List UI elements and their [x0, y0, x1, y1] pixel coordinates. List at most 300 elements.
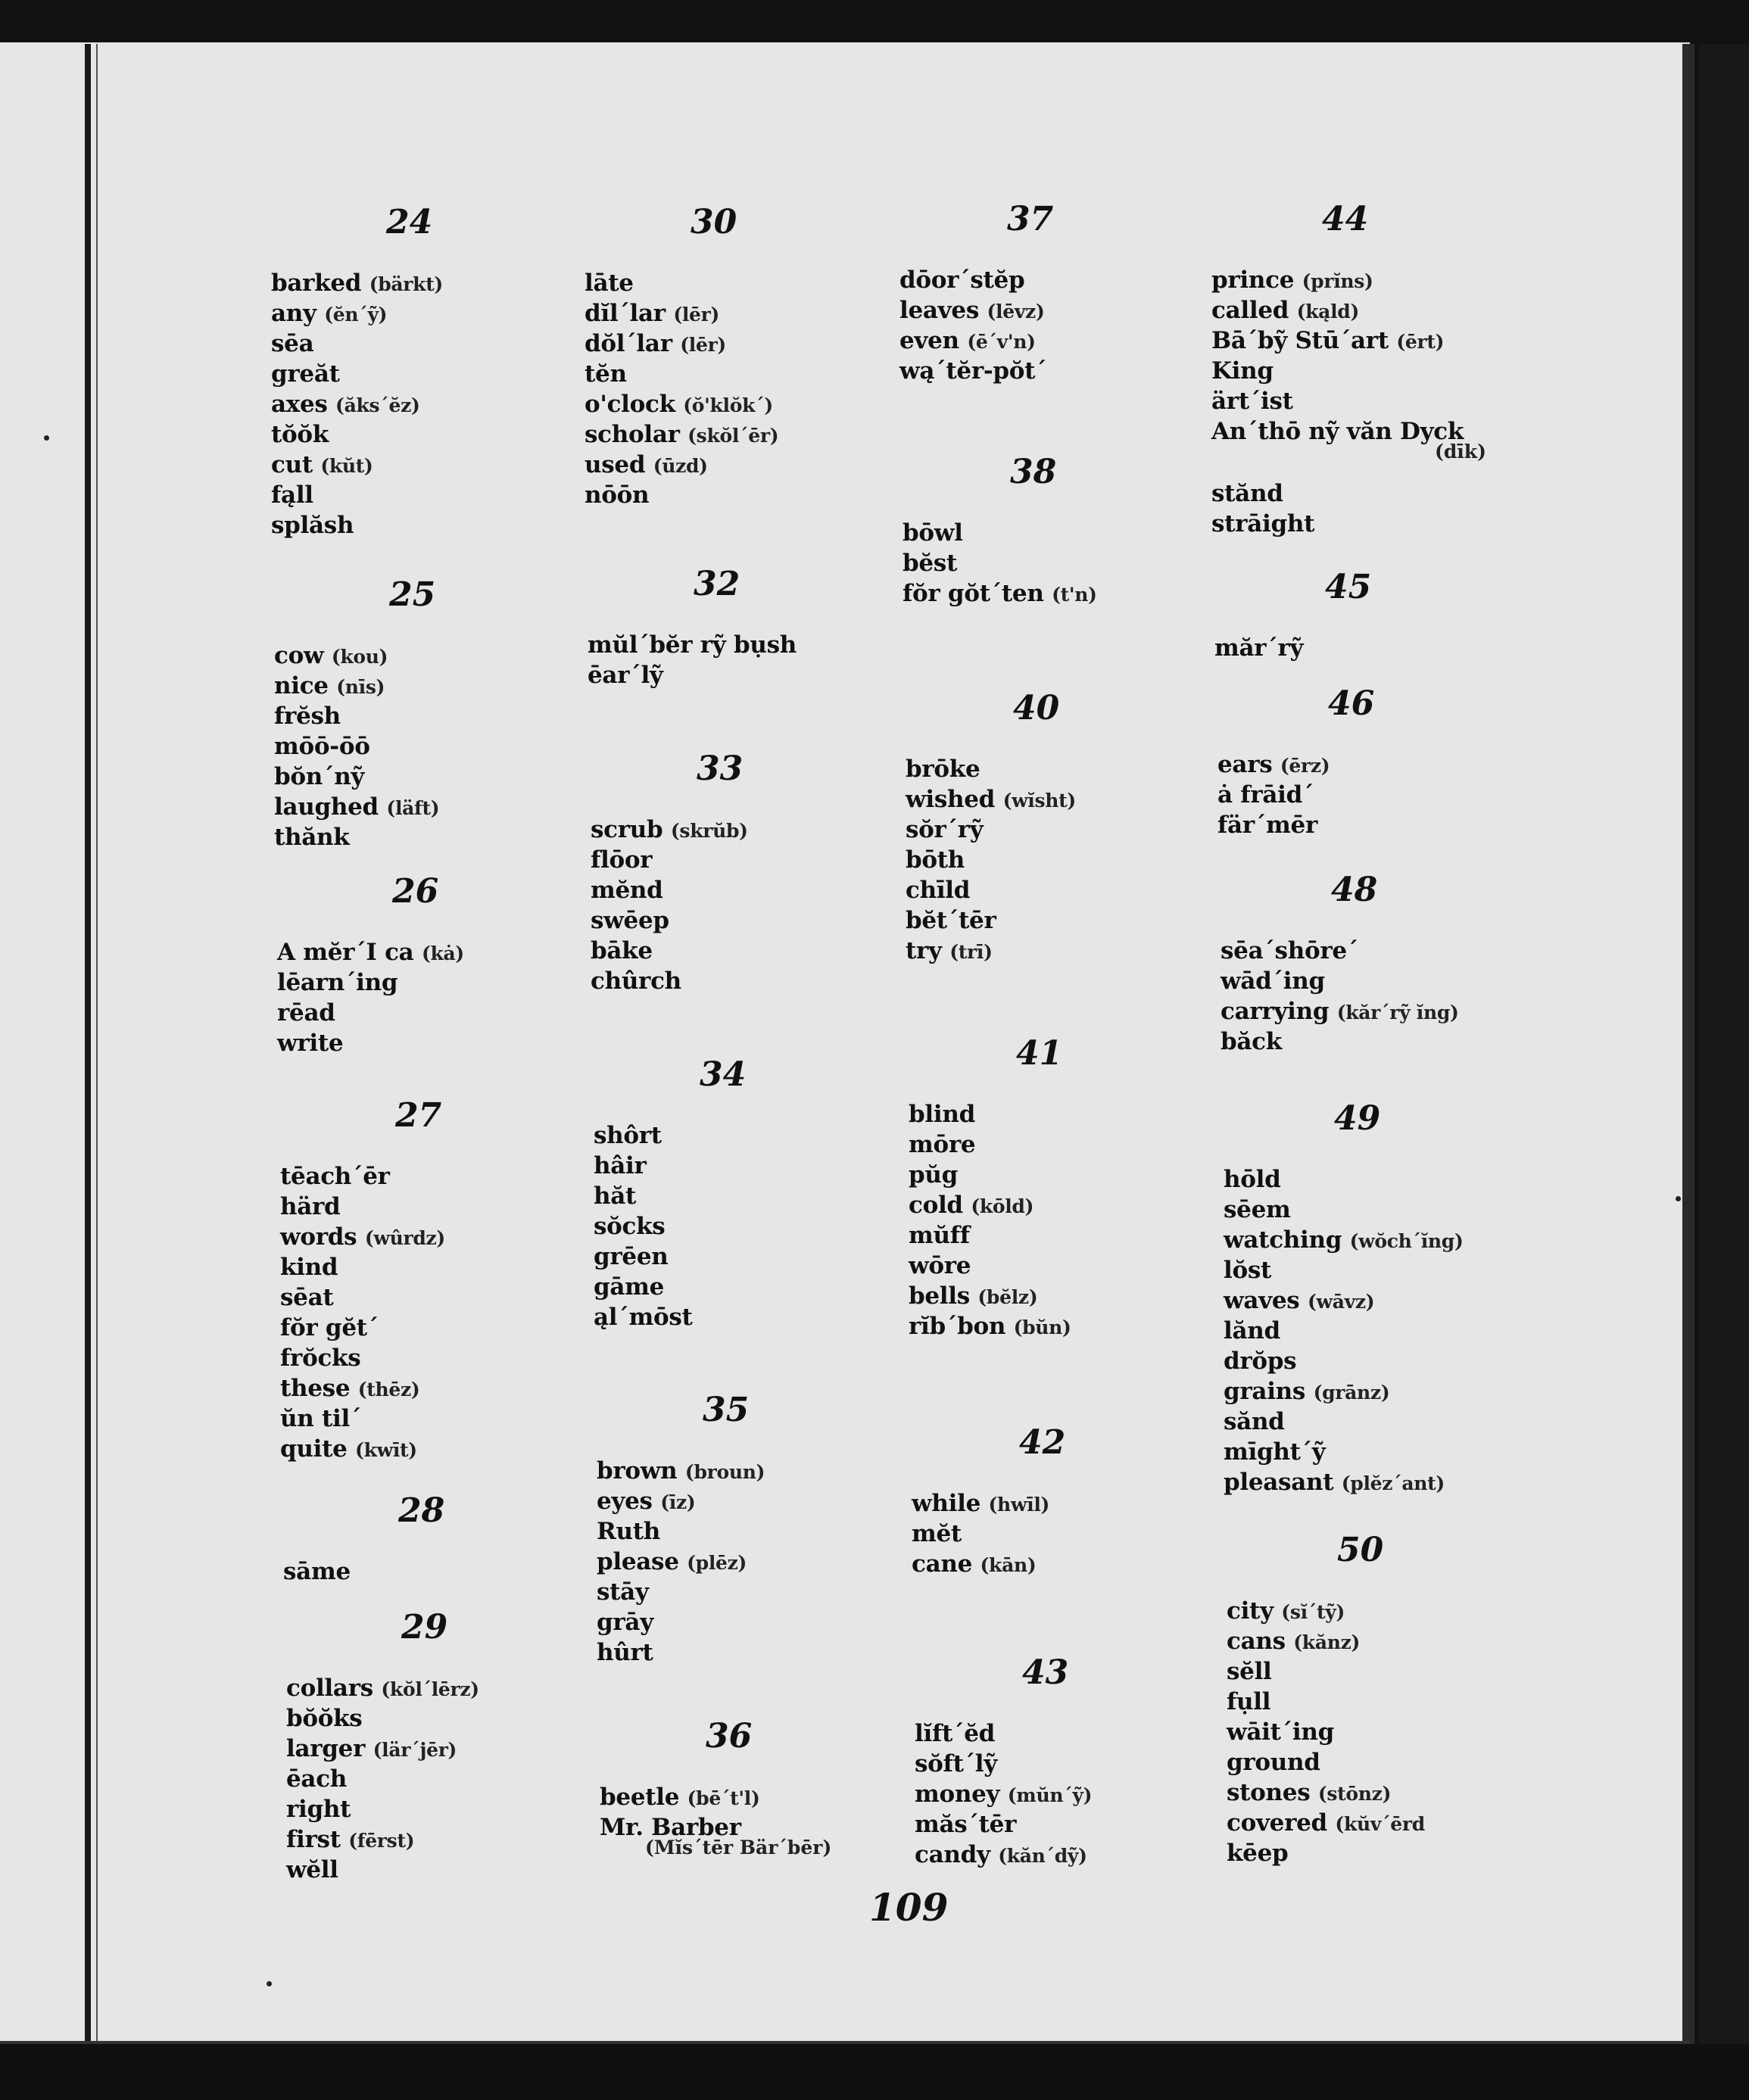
word-text: leaves — [899, 297, 979, 324]
word-text: gāme — [594, 1273, 665, 1301]
word-text: splăsh — [271, 512, 354, 539]
word-text: shôrt — [594, 1122, 662, 1149]
vocabulary-word — [1227, 1656, 1272, 1687]
pronunciation: (skrŭb) — [670, 820, 748, 842]
word-text: cow — [274, 642, 324, 669]
vocabulary-word — [283, 1556, 351, 1587]
vocabulary-word — [597, 1607, 653, 1637]
word-text: fär´mēr — [1217, 812, 1318, 839]
vocabulary-word — [1224, 1376, 1389, 1408]
vocabulary-word — [594, 1302, 693, 1332]
vocabulary-word — [1211, 386, 1293, 416]
word-text: ears — [1217, 751, 1273, 778]
word-text: laughed — [274, 793, 379, 821]
pronunciation: (sĭ´tỹ) — [1281, 1601, 1345, 1623]
pronunciation: (īz) — [660, 1491, 696, 1513]
word-text: cut — [271, 451, 313, 478]
word-text: rēad — [277, 999, 335, 1027]
vocabulary-word — [1217, 780, 1314, 810]
vocabulary-word — [585, 359, 627, 389]
lesson-number: 41 — [1016, 1034, 1063, 1073]
lesson-number: 46 — [1328, 684, 1375, 723]
pronunciation: (kănz) — [1293, 1631, 1361, 1653]
lesson-number: 40 — [1013, 689, 1060, 728]
word-text: sēa´shōre´ — [1221, 937, 1358, 964]
lesson-number: 33 — [697, 749, 744, 788]
pronunciation: (kȧ) — [421, 943, 464, 964]
pronunciation: (ērt) — [1396, 331, 1445, 353]
scan-speck — [267, 1981, 272, 1986]
vocabulary-word — [588, 630, 797, 660]
vocabulary-word — [594, 1211, 665, 1242]
pronunciation: (ē´v'n) — [967, 331, 1036, 353]
pronunciation: (kān) — [980, 1554, 1037, 1576]
vocabulary-word — [909, 1281, 1037, 1313]
word-text: any — [271, 300, 316, 327]
vocabulary-word — [1221, 996, 1459, 1028]
word-text: grēen — [594, 1243, 669, 1270]
pronunciation: (t'n) — [1052, 584, 1097, 606]
vocabulary-word — [1224, 1316, 1280, 1346]
vocabulary-word — [906, 784, 1076, 816]
word-text: dŏl´lar — [585, 330, 672, 357]
word-text: sŏcks — [594, 1213, 666, 1240]
vocabulary-word — [909, 1311, 1071, 1343]
vocabulary-word — [280, 1343, 360, 1373]
word-text: while — [912, 1490, 981, 1517]
vocabulary-word — [277, 967, 398, 998]
word-text: write — [277, 1030, 344, 1057]
vocabulary-word — [1227, 1808, 1425, 1840]
word-text: cane — [912, 1550, 973, 1578]
vocabulary-word — [899, 326, 1036, 357]
word-text: blind — [909, 1101, 975, 1128]
word-text: ēar´lỹ — [588, 662, 663, 689]
vocabulary-word — [1217, 749, 1330, 781]
word-text: thănk — [274, 824, 350, 851]
vocabulary-word — [271, 510, 354, 541]
scan-right-border — [1699, 44, 1749, 2044]
vocabulary-word — [286, 1794, 351, 1824]
word-text: hōld — [1224, 1166, 1281, 1193]
word-text: watching — [1224, 1226, 1342, 1254]
pronunciation: (kōld) — [971, 1195, 1034, 1217]
word-text: barked — [271, 270, 362, 297]
word-text: dōor´stĕp — [899, 266, 1025, 294]
word-text: eyes — [597, 1488, 653, 1515]
word-text: ŭn til´ — [280, 1405, 362, 1432]
vocabulary-word — [280, 1161, 390, 1192]
word-text: Mr. Barber — [600, 1814, 741, 1841]
vocabulary-word — [906, 815, 984, 845]
vocabulary-word — [915, 1779, 1092, 1811]
book-spine — [85, 44, 91, 2042]
vocabulary-word — [597, 1637, 653, 1668]
vocabulary-word — [1221, 966, 1325, 996]
pronunciation: (kwīt) — [355, 1439, 417, 1461]
word-text: Ruth — [597, 1518, 660, 1545]
lesson-number: 35 — [703, 1391, 750, 1429]
word-text: grains — [1224, 1378, 1306, 1405]
vocabulary-word — [271, 298, 387, 330]
pronunciation: (nīs) — [336, 676, 385, 698]
vocabulary-word — [597, 1547, 747, 1578]
vocabulary-word — [585, 268, 634, 298]
word-text: nōōn — [585, 481, 650, 509]
vocabulary-word — [280, 1434, 417, 1466]
vocabulary-word — [271, 480, 313, 510]
vocabulary-word — [903, 518, 963, 548]
word-text: cans — [1227, 1628, 1286, 1655]
word-text: o'clock — [585, 391, 675, 418]
pronunciation: (lēvz) — [987, 301, 1045, 322]
word-text: bŏŏks — [286, 1705, 363, 1732]
pronunciation: (ăks´ĕz) — [335, 394, 420, 416]
word-text: fụll — [1227, 1688, 1271, 1715]
pronunciation: (bärkt) — [369, 273, 443, 295]
vocabulary-word — [591, 936, 653, 966]
word-text: wĕll — [286, 1856, 338, 1883]
lesson-number: 37 — [1007, 200, 1054, 238]
vocabulary-word — [1224, 1195, 1291, 1225]
pronunciation: (ērz) — [1280, 755, 1330, 777]
vocabulary-word — [1211, 326, 1444, 357]
pronunciation: (grānz) — [1313, 1382, 1390, 1404]
vocabulary-word — [899, 295, 1044, 327]
vocabulary-word — [274, 822, 349, 852]
lesson-number: 38 — [1010, 453, 1057, 491]
word-text: mīght´ỹ — [1224, 1438, 1326, 1466]
word-text: wą´tĕr-pŏt´ — [899, 357, 1047, 385]
vocabulary-word — [594, 1151, 647, 1181]
vocabulary-word — [271, 450, 373, 481]
vocabulary-word — [594, 1242, 669, 1272]
word-text: first — [286, 1826, 341, 1853]
word-text: wished — [906, 786, 996, 813]
vocabulary-word — [585, 480, 649, 510]
word-text: kēep — [1227, 1840, 1289, 1867]
vocabulary-word — [1221, 1027, 1282, 1057]
lesson-number: 25 — [389, 575, 436, 614]
pronunciation: (plēz) — [687, 1552, 747, 1574]
vocabulary-word — [585, 419, 778, 451]
word-text: money — [915, 1781, 1000, 1808]
word-text: mĕt — [912, 1520, 962, 1547]
word-text: hûrt — [597, 1639, 653, 1666]
word-text: scrub — [591, 816, 663, 843]
vocabulary-word — [903, 548, 957, 578]
word-text: frĕsh — [274, 703, 341, 730]
scan-speck — [44, 435, 49, 441]
pronunciation: (stōnz) — [1317, 1783, 1392, 1805]
pronunciation: (wĭsht) — [1002, 790, 1076, 812]
pronunciation-continued: (dīk) — [1435, 441, 1486, 463]
word-text: rĭb´bon — [909, 1313, 1006, 1340]
word-text: bōth — [906, 846, 965, 874]
vocabulary-word — [591, 905, 669, 936]
vocabulary-word — [906, 845, 965, 875]
pronunciation: (kŭv´ērd — [1335, 1813, 1425, 1835]
word-text: ȧ frāid´ — [1217, 781, 1314, 809]
word-text: lĭft´ĕd — [915, 1720, 996, 1747]
word-text: ąl´mōst — [594, 1304, 693, 1331]
lesson-number: 50 — [1337, 1531, 1384, 1569]
word-text: prince — [1211, 266, 1295, 294]
word-text: bĕst — [903, 550, 957, 577]
word-text: chīld — [906, 877, 971, 904]
vocabulary-word — [594, 1272, 664, 1302]
word-text: stāy — [597, 1578, 649, 1606]
word-text: pleasant — [1224, 1469, 1334, 1496]
word-text: larger — [286, 1735, 366, 1762]
vocabulary-word — [591, 966, 681, 996]
vocabulary-word — [280, 1222, 445, 1254]
vocabulary-word — [271, 329, 313, 359]
word-text: tŏŏk — [271, 421, 329, 448]
vocabulary-word — [1224, 1467, 1445, 1499]
word-text: Bā´bỹ Stū´art — [1211, 327, 1389, 354]
vocabulary-word — [915, 1749, 997, 1779]
word-text: words — [280, 1223, 357, 1251]
vocabulary-word — [588, 660, 663, 690]
word-text: măr´rỹ — [1214, 634, 1304, 662]
vocabulary-word — [1224, 1164, 1280, 1195]
lesson-number: 45 — [1325, 568, 1372, 606]
word-text: right — [286, 1796, 351, 1823]
pronunciation: (kăr´rỹ ĭng) — [1336, 1002, 1459, 1024]
word-text: bĕt´tēr — [906, 907, 996, 934]
pronunciation: (läft) — [386, 797, 440, 819]
word-text: bōwl — [903, 519, 963, 547]
word-text: sāme — [283, 1558, 351, 1585]
pronunciation: (lär´jēr) — [373, 1739, 457, 1761]
vocabulary-word — [909, 1251, 971, 1281]
pronunciation: (bŭn) — [1013, 1316, 1071, 1338]
vocabulary-word — [274, 731, 370, 762]
vocabulary-word — [906, 875, 970, 905]
vocabulary-word — [912, 1519, 962, 1549]
vocabulary-word — [585, 329, 726, 360]
pronunciation: (mŭn´ỹ) — [1007, 1784, 1093, 1806]
word-text: fŏr gĕt´ — [280, 1314, 379, 1341]
word-text: sŏr´rỹ — [906, 816, 984, 843]
lesson-number: 24 — [386, 203, 433, 241]
vocabulary-word — [286, 1734, 457, 1765]
scan-top-border — [0, 0, 1749, 44]
vocabulary-word — [903, 578, 1097, 610]
pronunciation: (wŏch´ĭng) — [1349, 1230, 1464, 1252]
spine-line — [96, 44, 98, 2042]
vocabulary-word — [899, 265, 1024, 295]
vocabulary-word — [1227, 1838, 1288, 1868]
word-text: axes — [271, 391, 328, 418]
word-text: cold — [909, 1192, 963, 1219]
vocabulary-word — [1221, 936, 1358, 966]
word-text: candy — [915, 1841, 990, 1868]
vocabulary-word — [1224, 1346, 1296, 1376]
vocabulary-word — [1224, 1225, 1464, 1257]
vocabulary-word — [906, 754, 980, 784]
vocabulary-word — [1224, 1437, 1326, 1467]
pronunciation: (lēr) — [680, 334, 726, 356]
word-text: fŏr gŏt´ten — [903, 580, 1044, 607]
vocabulary-word — [280, 1282, 333, 1313]
pronunciation: (plĕz´ant) — [1341, 1472, 1445, 1494]
lesson-number: 26 — [392, 872, 439, 911]
word-text: bells — [909, 1282, 970, 1310]
word-text: sŏft´lỹ — [915, 1750, 997, 1778]
vocabulary-word — [277, 937, 464, 969]
vocabulary-word — [915, 1809, 1016, 1840]
page-number: 109 — [869, 1885, 949, 1930]
lesson-number: 49 — [1334, 1099, 1381, 1138]
word-text: pŭg — [909, 1161, 958, 1189]
vocabulary-word — [1224, 1285, 1374, 1317]
vocabulary-word — [286, 1764, 347, 1794]
vocabulary-word — [286, 1824, 414, 1856]
word-text: fąll — [271, 481, 313, 509]
pronunciation: (kou) — [331, 646, 388, 668]
word-text: covered — [1227, 1809, 1327, 1837]
word-text: lŏst — [1224, 1257, 1272, 1284]
pronunciation: (bĕlz) — [977, 1286, 1038, 1308]
word-text: stones — [1227, 1779, 1311, 1806]
lesson-number: 30 — [691, 203, 737, 241]
pronunciation: (broun) — [684, 1461, 765, 1483]
word-text: sĕll — [1227, 1658, 1272, 1685]
pronunciation: (ŏ'klŏk´) — [683, 394, 773, 416]
word-text: lāte — [585, 270, 634, 297]
vocabulary-word — [1227, 1596, 1345, 1628]
vocabulary-word — [286, 1673, 479, 1705]
vocabulary-word — [280, 1373, 419, 1405]
pronunciation: (trī) — [949, 941, 993, 963]
word-text: please — [597, 1548, 679, 1575]
word-text: härd — [280, 1193, 341, 1220]
word-text: frŏcks — [280, 1344, 361, 1372]
word-text: King — [1211, 357, 1274, 385]
pronunciation: (lēr) — [673, 304, 720, 326]
word-text: mōō-ōō — [274, 733, 370, 760]
vocabulary-word — [591, 845, 652, 875]
word-text: hăt — [594, 1182, 637, 1210]
vocabulary-word — [277, 998, 335, 1028]
vocabulary-word — [1211, 478, 1283, 509]
word-text: brōke — [906, 756, 980, 783]
pronunciation: (kŭt) — [320, 455, 373, 477]
word-text: nice — [274, 672, 329, 699]
lesson-number: 42 — [1019, 1423, 1066, 1462]
word-text: drŏps — [1224, 1348, 1297, 1375]
word-text: scholar — [585, 421, 680, 448]
word-text: carrying — [1221, 998, 1330, 1025]
vocabulary-word — [271, 268, 443, 300]
page-right-edge — [1682, 44, 1694, 2044]
pronunciation: (ūzd) — [653, 455, 708, 477]
pronunciation: (ĕn´ỹ) — [324, 304, 388, 326]
word-text: mŭl´bĕr rỹ bụsh — [588, 631, 797, 659]
word-text: sănd — [1224, 1408, 1285, 1435]
word-text: swēep — [591, 907, 669, 934]
vocabulary-word — [597, 1456, 765, 1488]
vocabulary-word — [1227, 1626, 1360, 1658]
scan-bottom-border — [0, 2044, 1749, 2100]
vocabulary-word — [909, 1190, 1034, 1222]
word-text: lănd — [1224, 1317, 1280, 1344]
pronunciation: (fērst) — [348, 1830, 415, 1852]
word-text: beetle — [600, 1784, 680, 1811]
vocabulary-word — [1224, 1255, 1271, 1285]
vocabulary-word — [899, 356, 1046, 386]
vocabulary-word — [915, 1718, 995, 1749]
pronunciation: (kăn´dỹ) — [998, 1845, 1087, 1867]
vocabulary-word — [1227, 1778, 1391, 1809]
word-text: flōor — [591, 846, 653, 874]
vocabulary-word — [280, 1252, 338, 1282]
word-text: wōre — [909, 1252, 971, 1279]
lesson-number: 34 — [700, 1055, 747, 1094]
vocabulary-word — [909, 1220, 970, 1251]
pronunciation: (bē´t'l) — [687, 1787, 760, 1809]
word-text: try — [906, 937, 942, 964]
word-text: băck — [1221, 1028, 1282, 1055]
vocabulary-word — [585, 389, 773, 421]
vocabulary-word — [274, 671, 385, 703]
vocabulary-word — [280, 1192, 340, 1222]
word-text: waves — [1224, 1287, 1300, 1314]
vocabulary-word — [1217, 810, 1317, 840]
lesson-number: 29 — [401, 1608, 448, 1647]
vocabulary-word — [1211, 356, 1274, 386]
lesson-number: 32 — [694, 565, 740, 603]
word-text: An´thō nỹ văn Dyck — [1211, 418, 1464, 445]
pronunciation: (wāvz) — [1307, 1291, 1375, 1313]
pronunciation: (prĭns) — [1302, 270, 1373, 292]
vocabulary-word — [909, 1160, 958, 1190]
word-text: wāit´ing — [1227, 1718, 1334, 1746]
vocabulary-word — [274, 640, 388, 672]
vocabulary-word — [597, 1516, 660, 1547]
vocabulary-word — [585, 450, 708, 481]
vocabulary-word — [594, 1120, 662, 1151]
word-text: tēach´ēr — [280, 1163, 390, 1190]
word-text: chûrch — [591, 967, 681, 995]
word-text: mĕnd — [591, 877, 663, 904]
word-text: ground — [1227, 1749, 1320, 1776]
vocabulary-word — [597, 1486, 695, 1518]
word-text: bŏn´nỹ — [274, 763, 365, 790]
vocabulary-word — [1211, 265, 1373, 297]
vocabulary-word — [286, 1703, 362, 1734]
lesson-number: 43 — [1022, 1653, 1069, 1692]
word-text: strāight — [1211, 510, 1315, 537]
word-text: called — [1211, 297, 1289, 324]
word-text: grāy — [597, 1609, 653, 1636]
vocabulary-word — [271, 359, 340, 389]
vocabulary-word — [591, 815, 748, 846]
vocabulary-word — [600, 1782, 760, 1814]
vocabulary-word — [585, 298, 719, 330]
vocabulary-word — [912, 1549, 1036, 1581]
vocabulary-word — [274, 701, 341, 731]
vocabulary-word — [280, 1313, 379, 1343]
word-text: măs´tēr — [915, 1811, 1017, 1838]
vocabulary-word — [594, 1181, 636, 1211]
scan-speck — [1676, 1196, 1681, 1201]
pronunciation: (thēz) — [357, 1379, 420, 1401]
vocabulary-word — [271, 419, 329, 450]
pronunciation: (kąld) — [1296, 301, 1359, 322]
